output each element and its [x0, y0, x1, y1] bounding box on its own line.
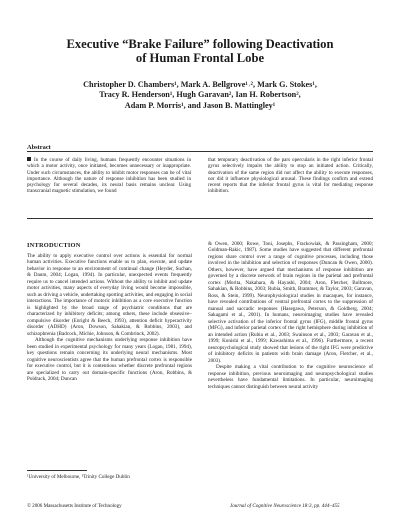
- abstract-label: Abstract: [27, 144, 51, 151]
- paragraph: The ability to apply executive control over actions is essential for normal human activities. Executive functions enable us to plan, execute, and update behavior in response to an environment of continual change (Heyder, Suchan, & Daum, 2004; Logan, 1994). In particular, unexpected events frequently require us to cancel intended actions. Without the ability to inhibit and update motor activities, many aspects of everyday living would become impossible, such as driving a vehicle, undertaking sporting activities, and engaging in social interactions. The importance of motoric inhibition as a core executive function is highlighted by the broad range of psychiatric conditions that are characterized by inhibitory deficits; among others, these include obsessive–compulsive disorder (Enright & Beech, 1993), attention deficit hyperactivity disorder (ADHD) (Aron, Dowson, Sahakian, & Robbins, 2003), and schizophrenia (Badcock, Michie, Johnson, & Combrinck, 2002).: [27, 253, 192, 337]
- journal-citation-footer: Journal of Cognitive Neuroscience 18:3, pp. 444–455: [230, 503, 340, 509]
- title-line-1: Executive “Brake Failure” following Deactivation: [66, 37, 334, 51]
- body-right-column: [208, 241, 373, 390]
- authors-line-1: Christopher D. Chambers¹, Mark A. Bellgrove¹˒², Mark G. Stokes¹,: [83, 80, 317, 89]
- footnote-affiliations: ¹University of Melbourne, ²Trinity College Dublin: [27, 474, 130, 480]
- paper-title: [20, 37, 380, 65]
- authors-line-2: Tracy R. Henderson¹, Hugh Garavan², Ian H. Robertson²,: [99, 90, 301, 100]
- author-list: [20, 80, 380, 111]
- abstract-bottom-rule: [27, 218, 373, 219]
- copyright-footer: © 2006 Massachusetts Institute of Technology: [27, 503, 122, 509]
- paragraph: Despite making a vital contribution to the cognitive neuroscience of response inhibition, previous neuroimaging and neuropsychological studies nevertheless have fundamental limitations. In particular, neuroimaging techniques cannot distinguish between neural activity: [208, 364, 373, 390]
- body-left-column: [27, 253, 192, 383]
- authors-line-3: Adam P. Morris¹, and Jason B. Mattingley¹: [124, 100, 276, 110]
- paragraph: Although the cognitive mechanisms underlying response inhibition have been studied in experimental psychology for many years (Logan, 1981, 1994), key questions remain concerning its underlying neural mechanisms. Most cognitive neuroscientists agree that the human prefrontal cortex is responsible for executive control, but it is contentious whether discrete prefrontal regions are specialized to carry out domain-specific functions (Aron, Robbins, & Poldrack, 2004; Duncan: [27, 337, 192, 383]
- intro-heading: INTRODUCTION: [27, 242, 81, 249]
- footnote-rule: [27, 470, 87, 471]
- abstract-right-column: that temporary deactivation of the pars opercularis in the right inferior frontal gyrus selectively impairs the ability to stop an initiated action. Critically, deactivation of the same region did not affect the ability to execute responses, nor did it influence physiological arousal. These findings confirm and extend recent reports that the inferior frontal gyrus is vital for mediating response inhibition.: [208, 157, 373, 195]
- square-bullet-icon: [27, 157, 31, 161]
- paragraph: & Owen, 2000; Rowe, Toni, Josephs, Frackowiak, & Passingham, 2000; Goldman-Rakic, 1987). Some studies have suggested that different prefrontal regions share control over a range of cognitive processes, including those involved in the inhibition and selection of responses (Duncan & Owen, 2000). Others, however, have argued that mechanisms of response inhibition are governed by a discrete network of brain regions in the parietal and prefrontal cortex (Morita, Nakahara, & Hayashi, 2004; Aron, Fletcher, Bullmore, Sahakian, & Robbins, 2003; Rubia, Smith, Brammer, & Taylor, 2003; Garavan, Ross, & Stein, 1999). Neurophysiological studies in macaques, for instance, have revealed contributions of ventral prefrontal cortex to the suppression of manual and saccadic responses (Hasegawa, Peterson, & Goldberg, 2004; Sakagami et al., 2001). In humans, neuroimaging studies have revealed selective activation of the inferior frontal gyrus (IFG), middle frontal gyrus (MFG), and inferior parietal cortex of the right hemisphere during inhibition of an intended action (Rubia et al., 2003; Swainson et al., 2003; Garavan et al., 1999; Konishi et al., 1999; Kawashima et al., 1996). Furthermore, a recent neuropsychological study showed that lesions of the right IFG were predictive of inhibitory deficits in patients with brain damage (Aron, Fletcher, et al., 2003).: [208, 241, 373, 364]
- abstract-top-rule: [27, 151, 373, 152]
- abstract-left-text: In the course of daily living, humans frequently encounter situations in which a motor activity, once initiated, becomes unnecessary or inappropriate. Under such circumstances, the ability to inhibit motor responses can be of vital importance. Although the nature of response inhibition has been studied in psychology for several decades, its neural basis remains unclear. Using transcranial magnetic stimulation, we found: [27, 157, 191, 195]
- title-line-2: of Human Frontal Lobe: [135, 51, 265, 65]
- abstract-left-column: [27, 157, 191, 195]
